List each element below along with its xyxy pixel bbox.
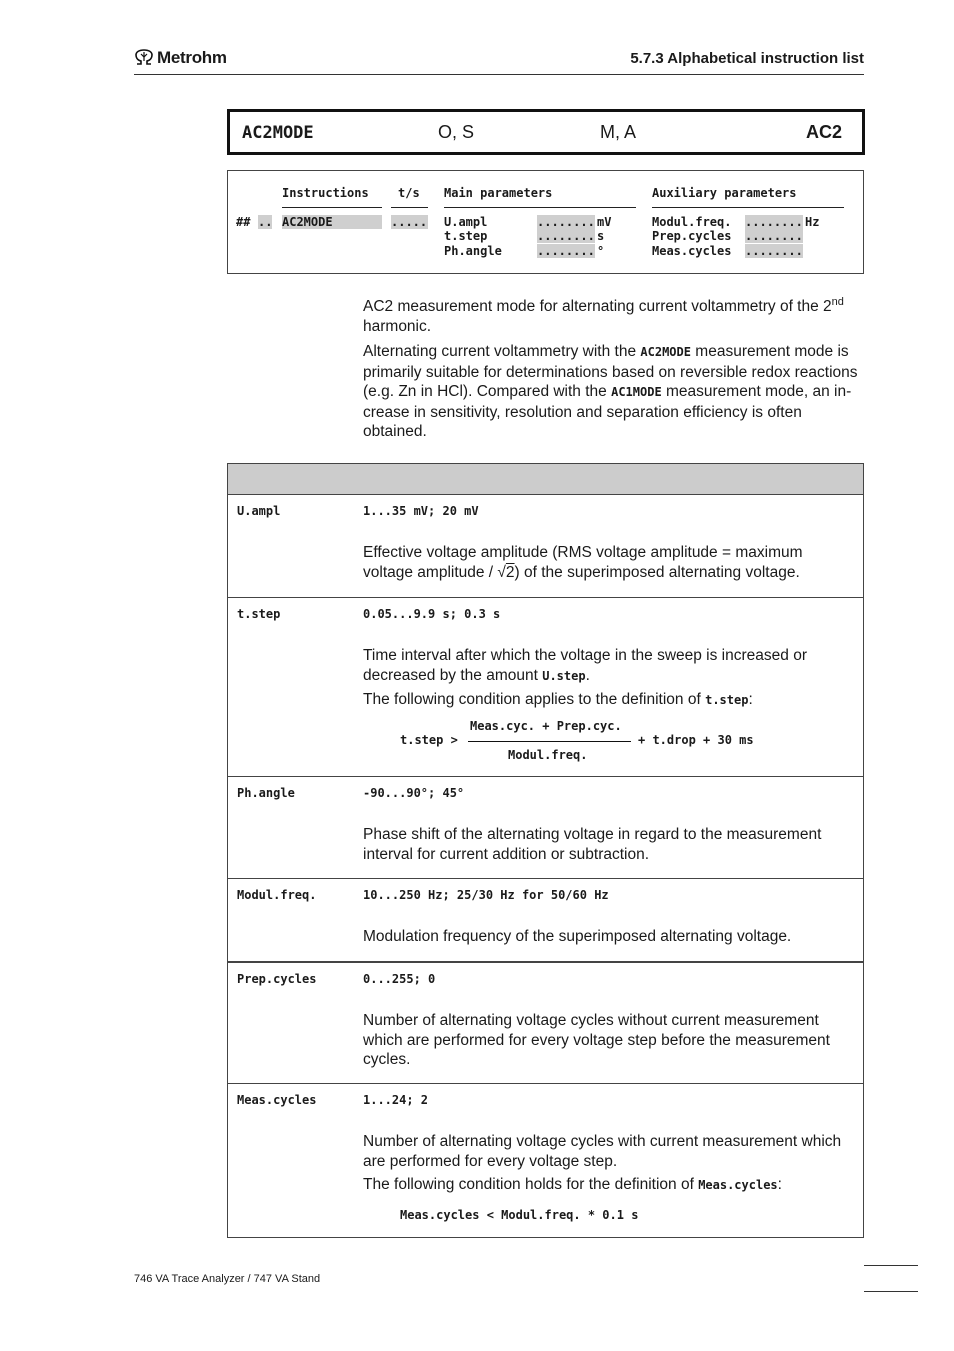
underline-aux xyxy=(652,207,844,208)
aux-param-name: Meas.cycles xyxy=(652,244,732,258)
param-description xyxy=(363,543,853,582)
instr-name: AC2MODE xyxy=(282,215,382,229)
formula-denominator: Modul.freq. xyxy=(508,748,588,762)
header-divider xyxy=(134,74,864,75)
param-name: t.step xyxy=(237,607,281,621)
command-code: AC2 xyxy=(805,122,842,142)
inline-code: Meas.cycles xyxy=(698,1178,778,1192)
instr-ts-field: ..... xyxy=(391,215,428,229)
inline-code: AC2MODE xyxy=(640,345,691,359)
main-param-unit: mV xyxy=(597,215,612,229)
mode-os: O, S xyxy=(438,122,475,142)
param-name: Prep.cycles xyxy=(237,972,317,986)
desc-text: Time interval after which the voltage in the sweep is increased or decreased by the amount xyxy=(363,647,807,684)
sqrt-operand: 2 xyxy=(505,563,515,581)
inline-code: U.step xyxy=(542,668,586,683)
main-param-unit: s xyxy=(597,229,605,243)
intro-text: measurement mode is primarily suitable for determinations based on reversible redox reactions (e.g. Zn in HCl). Compared with the xyxy=(363,343,858,400)
brand-name: Metrohm xyxy=(157,48,227,67)
formula-fraction-bar xyxy=(468,741,631,742)
desc-text: The following condition holds for the definition of xyxy=(363,1176,694,1193)
formula-right: + t.drop + 30 ms xyxy=(638,733,754,747)
underline-ts xyxy=(391,207,428,208)
desc-text: . xyxy=(585,666,590,684)
instr-hash: ## xyxy=(236,215,251,229)
formula: Meas.cycles < Modul.freq. * 0.1 s xyxy=(400,1208,639,1222)
param-name: Modul.freq. xyxy=(237,888,317,902)
brand-logo xyxy=(134,48,227,68)
param-name: U.ampl xyxy=(237,504,281,518)
param-row-modulfreq xyxy=(228,879,863,963)
intro-paragraph-2 xyxy=(363,342,863,442)
intro-text: Alternating current voltammetry with the xyxy=(363,343,637,360)
param-row-prepcycles xyxy=(228,963,863,1084)
formula-numerator: Meas.cyc. + Prep.cyc. xyxy=(470,719,622,733)
col-aux-header: Auxiliary parameters xyxy=(652,186,797,200)
parameter-table xyxy=(227,463,864,1238)
param-name: Meas.cycles xyxy=(237,1093,317,1107)
aux-param-name: Modul.freq. xyxy=(652,215,732,229)
param-description: Phase shift of the alternating voltage in regard to the measurement interval for current addition or subtraction. xyxy=(363,826,822,863)
main-param-field: ........ xyxy=(537,244,595,258)
col-ts-header: t/s xyxy=(398,186,420,200)
footer-rule-top xyxy=(864,1265,918,1266)
desc-text: The following condition applies to the definition of xyxy=(363,691,701,708)
command-name: AC2MODE xyxy=(242,123,314,143)
param-name: Ph.angle xyxy=(237,786,295,800)
intro-text: measurement mode, an in-crease in sensitivity, resolution and separation efficiency is often obtained. xyxy=(363,383,852,440)
param-range: -90...90°; 45° xyxy=(363,786,465,800)
intro-superscript: nd xyxy=(831,296,844,308)
underline-main xyxy=(444,207,636,208)
inline-code: AC1MODE xyxy=(611,385,662,399)
param-row-uampl xyxy=(228,495,863,598)
desc-text: ) of the superimposed alternating voltage. xyxy=(514,563,800,581)
param-range: 0...255; 0 xyxy=(363,972,436,986)
mode-ma: M, A xyxy=(600,122,637,142)
param-row-tstep xyxy=(228,598,863,777)
aux-param-field: ........ xyxy=(745,244,803,258)
param-range: 0.05...9.9 s; 0.3 s xyxy=(363,607,501,621)
instruction-syntax-box xyxy=(227,170,864,274)
main-param-field: ........ xyxy=(537,215,595,229)
param-row-phangle xyxy=(228,777,863,879)
aux-param-field: ........ xyxy=(745,229,803,243)
param-description xyxy=(363,1175,853,1196)
aux-param-unit: Hz xyxy=(805,215,820,229)
main-param-unit: ° xyxy=(597,244,605,258)
metrohm-omega-icon xyxy=(134,49,154,65)
intro-paragraph-1 xyxy=(363,293,863,336)
formula-left: t.step > xyxy=(400,733,458,747)
param-range: 1...24; 2 xyxy=(363,1093,429,1107)
desc-text: : xyxy=(777,1176,782,1193)
underline-instructions xyxy=(282,207,382,208)
section-title: 5.7.3 Alphabetical instruction list xyxy=(630,50,864,67)
param-range: 10...250 Hz; 25/30 Hz for 50/60 Hz xyxy=(363,888,609,902)
aux-param-name: Prep.cycles xyxy=(652,229,732,243)
aux-param-field: ........ xyxy=(745,215,803,229)
col-main-header: Main parameters xyxy=(444,186,553,200)
inline-code: t.step xyxy=(705,693,749,707)
main-param-name: t.step xyxy=(444,229,488,243)
main-param-field: ........ xyxy=(537,229,595,243)
param-row-meascycles xyxy=(228,1084,863,1237)
intro-text: AC2 measurement mode for alternating current voltammetry of the 2 xyxy=(363,298,832,316)
footer-product: 746 VA Trace Analyzer / 747 VA Stand xyxy=(134,1273,321,1285)
param-description: Modulation frequency of the superimposed alternating voltage. xyxy=(363,928,792,945)
desc-text: : xyxy=(748,691,753,708)
param-description xyxy=(363,690,853,711)
param-description: Number of alternating voltage cycles without current measurement which are performed for every voltage step before the measurement cycles. xyxy=(363,1012,830,1068)
main-param-name: U.ampl xyxy=(444,215,488,229)
parameter-table-header xyxy=(228,464,863,495)
param-description: Number of alternating voltage cycles with current measurement which are performed for every voltage step. xyxy=(363,1133,842,1170)
param-description xyxy=(363,646,853,686)
instruction-title-box xyxy=(227,109,865,155)
intro-text: harmonic. xyxy=(363,317,432,335)
main-param-name: Ph.angle xyxy=(444,244,502,258)
instr-dots: .. xyxy=(258,215,273,229)
col-instructions-header: Instructions xyxy=(282,186,369,200)
desc-text: Effective voltage amplitude (RMS voltage amplitude = maximum voltage amplitude / √ xyxy=(363,544,803,581)
param-range: 1...35 mV; 20 mV xyxy=(363,504,479,518)
footer-rule-bottom xyxy=(864,1291,918,1292)
